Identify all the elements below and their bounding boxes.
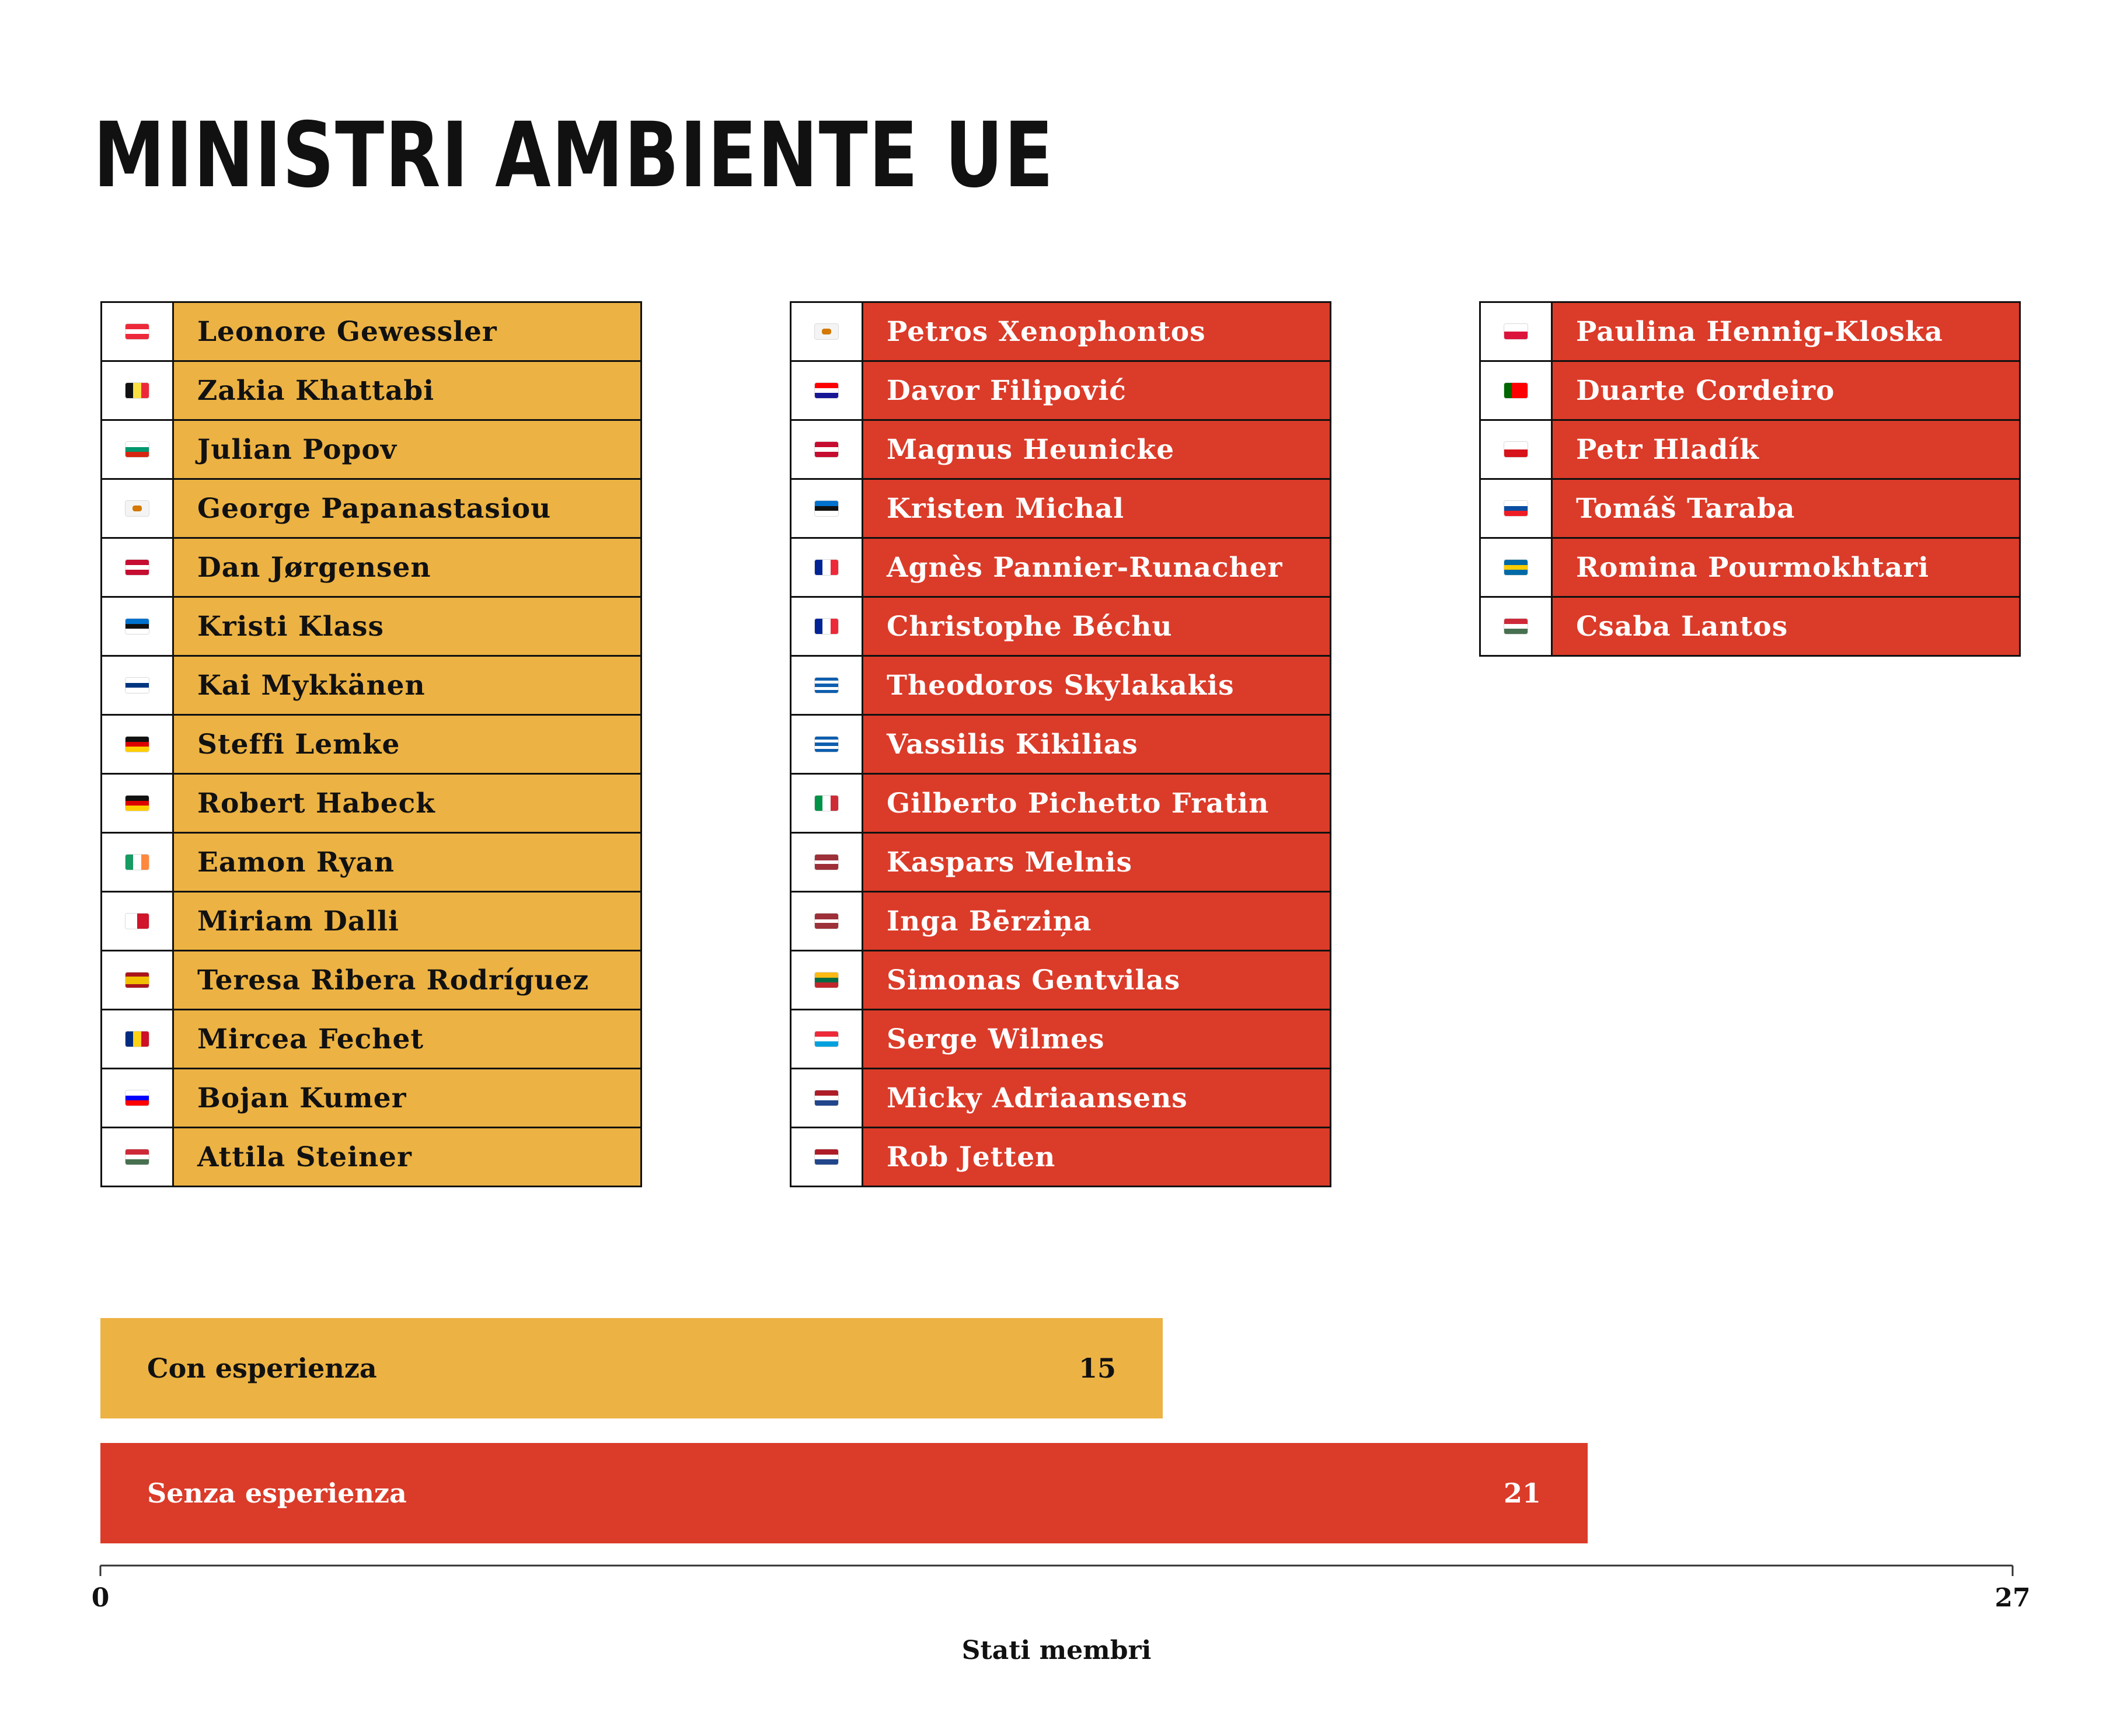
minister-name: Bojan Kumer [174, 1069, 640, 1127]
minister-name: Attila Steiner [174, 1128, 640, 1186]
bar-value-label: 21 [1503, 1477, 1541, 1509]
x-tick-label: 0 [91, 1583, 110, 1613]
minister-name: Kai Mykkänen [174, 657, 640, 714]
minister-name: Leonore Gewessler [174, 303, 640, 360]
minister-name: Simonas Gentvilas [863, 951, 1330, 1009]
minister-name: Miriam Dalli [174, 893, 640, 950]
minister-name: Gilberto Pichetto Fratin [863, 775, 1330, 832]
minister-name: Rob Jetten [863, 1128, 1330, 1186]
bar-value-label: 15 [1078, 1352, 1116, 1384]
minister-name: Romina Pourmokhtari [1553, 539, 2019, 596]
minister-name: Dan Jørgensen [174, 539, 640, 596]
minister-name: Kristi Klass [174, 598, 640, 655]
minister-name: Steffi Lemke [174, 716, 640, 773]
minister-name: Petros Xenophontos [863, 303, 1330, 360]
minister-name: Robert Habeck [174, 775, 640, 832]
page-title: MINISTRI AMBIENTE UE [93, 103, 1054, 208]
minister-name: Csaba Lantos [1553, 598, 2019, 655]
minister-name: Magnus Heunicke [863, 421, 1330, 478]
minister-name: Petr Hladík [1553, 421, 2019, 478]
minister-name: Duarte Cordeiro [1553, 362, 2019, 419]
bar-category-label: Senza esperienza [147, 1477, 407, 1509]
minister-name: Tomáš Taraba [1553, 480, 2019, 537]
bar-category-label: Con esperienza [147, 1352, 377, 1384]
x-axis-title: Stati membri [961, 1636, 1152, 1665]
minister-name: Inga Bērziņa [863, 893, 1330, 950]
x-tick-label: 27 [1995, 1583, 2031, 1613]
minister-name: Kristen Michal [863, 480, 1330, 537]
minister-name: Davor Filipović [863, 362, 1330, 419]
minister-name: Paulina Hennig-Kloska [1553, 303, 2019, 360]
minister-name: Zakia Khattabi [174, 362, 640, 419]
minister-name: Agnès Pannier-Runacher [863, 539, 1330, 596]
minister-name: Micky Adriaansens [863, 1069, 1330, 1127]
minister-name: Theodoros Skylakakis [863, 657, 1330, 714]
minister-name: George Papanastasiou [174, 480, 640, 537]
minister-name: Kaspars Melnis [863, 834, 1330, 891]
minister-name: Vassilis Kikilias [863, 716, 1330, 773]
minister-name: Eamon Ryan [174, 834, 640, 891]
minister-name: Mircea Fechet [174, 1010, 640, 1068]
minister-name: Serge Wilmes [863, 1010, 1330, 1068]
minister-name: Julian Popov [174, 421, 640, 478]
minister-name: Christophe Béchu [863, 598, 1330, 655]
minister-name: Teresa Ribera Rodríguez [174, 951, 640, 1009]
